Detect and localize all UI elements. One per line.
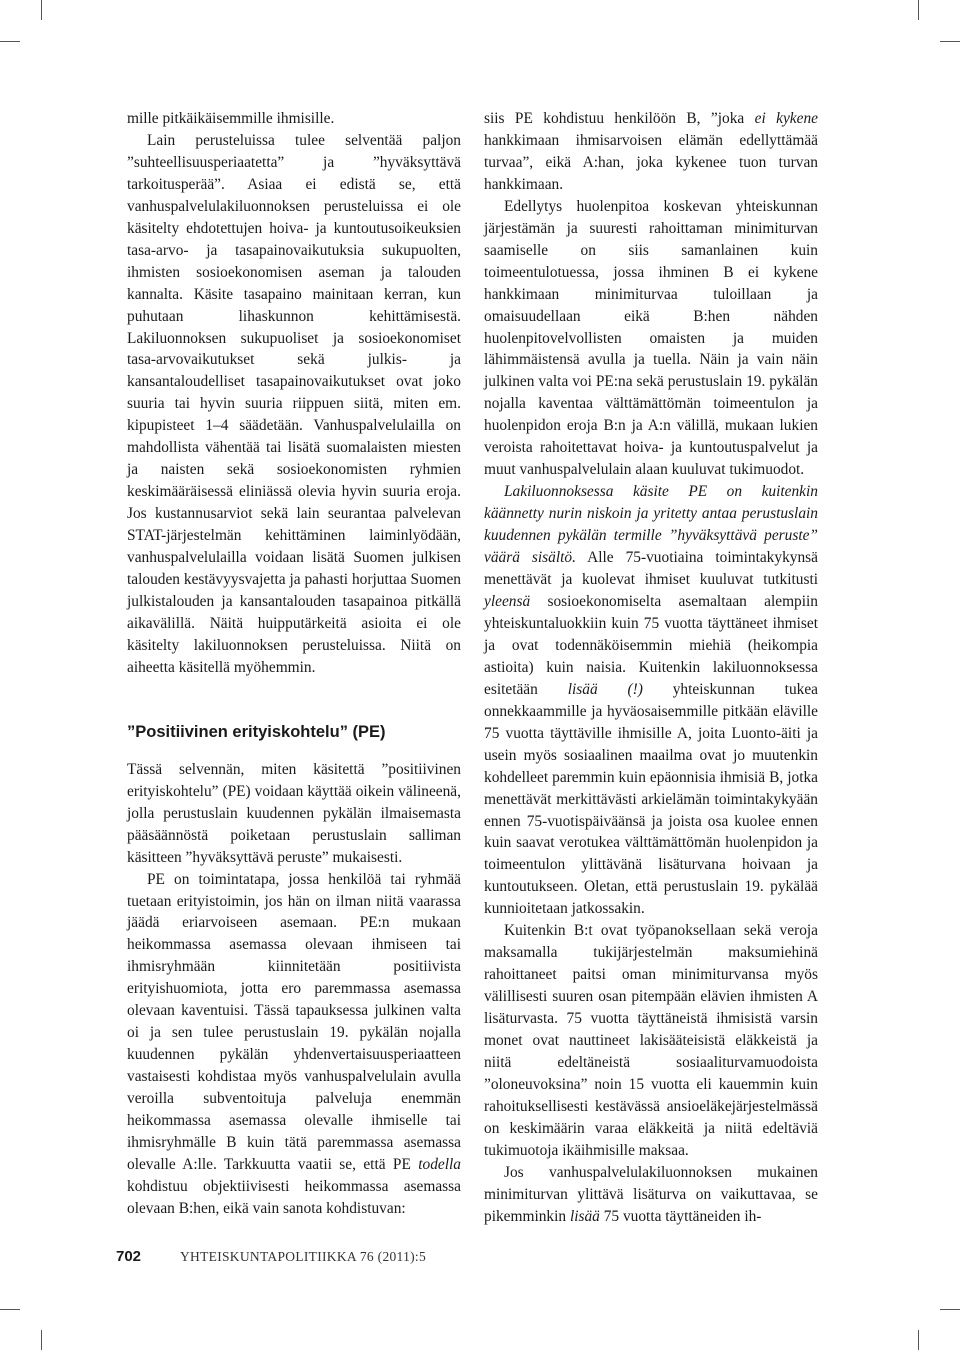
crop-mark [940,41,960,42]
emphasis-text: lisää (!) [567,680,643,698]
section-heading: ”Positiivinen erityiskohtelu” (PE) [127,722,386,741]
paragraph [484,1162,818,1228]
paragraph: Tässä selvennän, miten käsitettä ”positiivinen erityiskohtelu” (PE) voidaan käyttää oikein välineenä, jolla perustuslain kuudennen pykälän ilmaisemasta pääsäännöstä poiketaan perustuslain salliman käsitteen ”hyväksyttävä peruste” mukaisesti. [127,760,461,866]
crop-mark [0,41,20,42]
page-number: 702 [116,1248,142,1265]
paragraph [127,869,461,1220]
paragraph: Edellytys huolenpitoa koskevan yhteiskunnan järjestämän ja suuresti rahoittaman minimiturvan saamiselle on siis samanlainen kuin toimeentulotuessa, jossa ihminen B ei kykene hankkimaan minimiturvaa tuloillaan ja omaisuudellaan eikä B:hen nähden huolenpitovelvollisten omaisten ja muiden lähimmäistensä avulla ja tuella. Näin ja vain näin julkinen valta voi PE:na sekä perustuslain 19. pykälän nojalla kaventaa välttämättömän toimeentulon ja huolenpidon eroja B:n ja A:n välillä, mukaan lukien veroista rahoitettavat hoiva- ja kuntoutuspalvelut ja muut vanhuspalvelulain alaan kuuluvat tukimuodot. [484,197,818,479]
paragraph: Kuitenkin B:t ovat työpanoksellaan sekä veroja maksamalla tukijärjestelmän maksumiehinä rahoittaneet paitsi oman minimiturvansa myös välillisesti suuren osan pitempään elävien ihmisten A lisäturvasta. 75 vuotta täyttäneistä ihmisistä varsin monet ovat nauttineet lakisääteisistä eläkkeistä ja niitä edeltäneistä sosiaaliturvamuodoista ”oloneuvoksina” noin 15 vuotta eli kauemmin kuin rahoituksellisesti kestävässä ansioeläkejärjestelmässä on keskimäärin varaa eläkkeitä ja niitä edeltäviä tukimuotoja ikäihmisille maksaa. [484,922,818,1159]
text-run: 75 vuotta täyttäneiden ih- [599,1207,762,1225]
paragraph [484,481,818,920]
paragraph [484,108,818,196]
crop-mark [918,0,919,20]
paragraph: Lain perusteluissa tulee selventää paljon ”suhteellisuusperiaatetta” ja ”hyväksyttävä tarkoitusperää”. Asiaa ei edistä se, että vanhuspalvelulakiluonnoksen perusteluissa ei ole käsitelty ehdotettujen hoiva- ja kuntoutusoikeuksien tasa-arvo- ja tasapainovaikutuksia sukupuolten, ihmisten sosioekonomisen aseman ja talouden kannalta. Käsite tasapaino mainitaan kerran, kun puhutaan lihaskunnon kehittämisestä. Lakiluonnoksen sukupuoliset ja sosioekonomiset tasa-arvovaikutukset sekä julkis- ja kansantaloudelliset tasapainovaikutukset ovat joko suuria tai hyvin suuria riippuen siitä, miten em. kipupisteet 1–4 säädetään. Vanhuspalvelulailla on mahdollista vähentää tai lisätä suomalaisten miesten ja naisten sekä sosioekonomisten ryhmien keskimääräisessä eliniässä olevia hyvin suuria eroja. Jos kustannusarviot sekä lain seurantaa palvelevan STAT-järjestelmän kehittäminen laiminlyödään, vanhuspalvelulailla voidaan lisätä Suomen julkisen talouden kestävyysvajetta ja pahasti horjuttaa Suomen julkistalouden ja kansantalouden tasapainoa pitkällä aikavälillä. Näitä huipputärkeitä asioita ei ole käsitelty lakiluonnoksen perusteluissa. Niitä on aiheetta käsitellä myöhemmin. [127,131,461,676]
crop-mark [918,1330,919,1350]
right-column [484,108,818,1228]
left-column [127,108,461,1220]
emphasis-text: ei kykene [754,110,818,127]
emphasis-text: Lakiluonnoksessa käsite PE on kuitenkin käännetty nurin niskoin ja yritetty antaa perustuslain kuudennen pykälän termille ”hyväksyttävä peruste” väärä sisältö. [484,483,818,567]
crop-mark [940,1309,960,1310]
crop-mark [41,1330,42,1350]
text-run: Jos vanhuspalvelulakiluonnoksen mukainen minimiturvan ylittävä lisäturva on vaikuttavaa, se pikemminkin [484,1163,818,1225]
text-run: siis PE kohdistuu henkilöön B, ”joka [484,110,755,127]
text-run: PE on toimintatapa, jossa henkilöä tai ryhmää tuetaan erityistoimin, jos hän on ilman niitä vaarassa jäädä eriarvoiseen asemaan. PE:n mukaan heikommassa asemassa olevaan ihmiseen tai ihmisryhmään kiinnitetään positiivista erityishuomiota, jotta ero paremmassa asemassa olevaan kaventuisi. Tässä tapauksessa julkinen valta oi ja sen tulee perustuslain 19. pykälän nojalla kuudennen pykälän yhdenvertaisuusperiaatteen vastaisesti kohdistaa myös vanhuspalvelulain avulla veroilla subventoituja palveluja enemmän heikommassa asemassa olevalle ihmiselle tai ihmisryhmälle B kuin tätä paremmassa asemassa olevalle A:lle. Tarkkuutta vaatii se, että PE [127,870,461,1173]
text-run: Alle 75-vuotiaina toimintakykynsä menettävät ja kuolevat ihmiset kuuluvat tutkitusti [484,549,818,589]
journal-title: YHTEISKUNTAPOLITIIKKA 76 (2011):5 [180,1249,427,1264]
text-run: yhteiskunnan tukea onnekkaammille ja hyväosaisemmille pitkään eläville 75 vuotta täyttäville ihmisille A, joita Luonto-äiti ja usein myös sosiaalinen maailma ovat jo muutenkin kohdelleet paremmin kuin epäonnisia ihmisiä B, jotka menettävät merkittävästi arkielämän toimintakykyään ennen 75-vuotispäiväänsä ja joista osa kuolee ennen kuin saavat verotukea välttämättömän huolenpidon ja toimeentulon ylittävänä lisäturvana hoivaan ja kuntoutukseen. Oletan, että perustuslain 19. pykälää kunnioitetaan jatkossakin. [484,680,818,918]
text-run: sosioekonomiselta asemaltaan alempiin yhteiskuntaluokkiin kuin 75 vuotta täyttäneet ihmiset ja ovat todennäköisemmin miehiä (heikompia astioita) kuin naisia. Kuitenkin lakiluonnoksessa esitetään [484,592,818,698]
crop-mark [0,1309,20,1310]
paragraph: mille pitkäikäisemmille ihmisille. [127,110,335,127]
text-run: kohdistuu objektiivisesti heikommassa asemassa olevaan B:hen, eikä vain sanota kohdistuvan: [127,1177,461,1217]
emphasis-text: lisää [569,1207,600,1225]
text-run: hankkimaan ihmisarvoisen elämän edellyttämää turvaa”, eikä A:han, joka kykenee tuon turvan hankkimaan. [484,131,818,193]
emphasis-text: yleensä [484,592,531,610]
crop-mark [41,0,42,20]
emphasis-text: todella [418,1155,461,1173]
